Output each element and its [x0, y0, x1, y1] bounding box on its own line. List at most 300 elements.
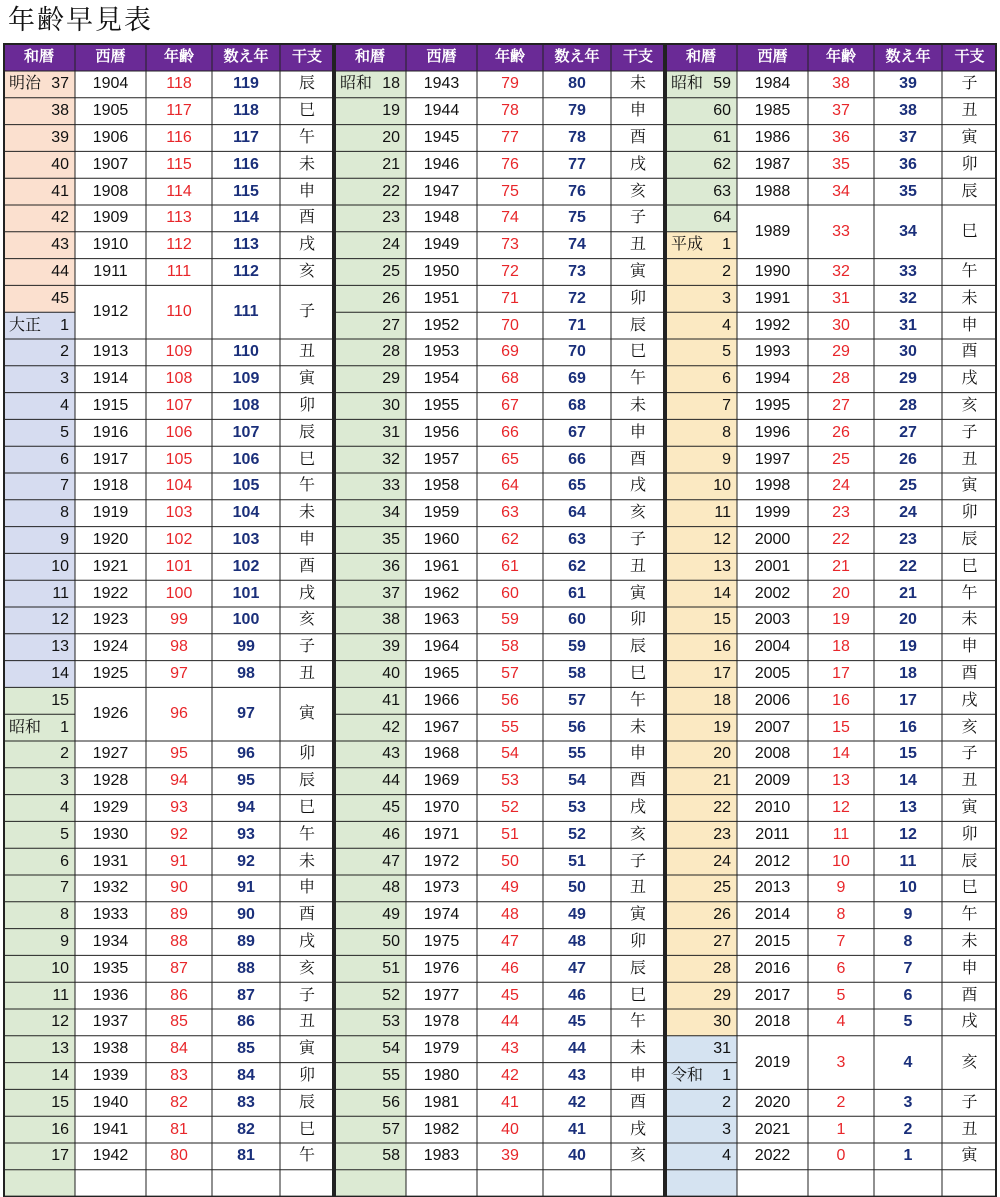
age-value: 37	[832, 102, 850, 120]
kazoe-value: 40	[568, 1147, 586, 1165]
age-value: 40	[501, 1120, 519, 1138]
age-value: 35	[832, 155, 850, 173]
seireki-year: 1964	[423, 638, 460, 656]
kazoe-value: 11	[899, 852, 917, 870]
seireki-year: 1967	[423, 718, 460, 736]
wareki-year: 1	[722, 1067, 731, 1084]
wareki-year: 14	[51, 665, 69, 682]
kazoe-value: 118	[233, 102, 259, 120]
seireki-year: 2013	[754, 879, 791, 897]
kazoe-value: 114	[233, 209, 259, 227]
kazoe-value: 55	[568, 745, 586, 763]
wareki-year: 14	[713, 584, 731, 602]
seireki-year: 1936	[92, 986, 129, 1004]
age-value: 39	[501, 1147, 519, 1165]
eto-sign: 酉	[629, 450, 646, 468]
seireki-year: 1981	[423, 1093, 460, 1111]
age-value: 85	[170, 1013, 188, 1031]
wareki-year: 27	[382, 316, 400, 334]
eto-sign: 寅	[961, 129, 978, 146]
age-value: 84	[170, 1040, 188, 1058]
kazoe-value: 92	[237, 852, 255, 870]
seireki-year: 1916	[92, 423, 129, 441]
wareki-year: 54	[382, 1040, 400, 1058]
seireki-year: 1957	[423, 450, 460, 468]
kazoe-value: 79	[568, 102, 586, 120]
seireki-year: 1921	[92, 557, 129, 575]
wareki-year: 13	[51, 1040, 69, 1058]
age-value: 98	[170, 638, 188, 656]
seireki-year: 1929	[92, 799, 129, 816]
eto-sign: 子	[629, 852, 646, 870]
age-value: 105	[165, 450, 193, 468]
eto-sign: 辰	[629, 638, 646, 656]
seireki-year: 2010	[754, 799, 791, 816]
seireki-year: 1992	[754, 316, 791, 334]
wareki-year: 48	[382, 879, 400, 897]
age-value: 7	[836, 933, 846, 950]
seireki-year: 1922	[92, 584, 129, 602]
wareki-year: 42	[51, 209, 69, 227]
kazoe-value: 27	[899, 423, 917, 441]
wareki-year: 45	[382, 799, 400, 816]
seireki-year: 1998	[754, 477, 791, 495]
eto-sign: 未	[629, 718, 646, 736]
age-value: 36	[832, 129, 850, 146]
kazoe-value: 71	[568, 316, 586, 334]
wareki-year: 25	[382, 263, 400, 280]
seireki-year: 1930	[92, 825, 129, 843]
age-value: 110	[166, 303, 192, 321]
eto-sign: 子	[961, 423, 978, 441]
age-value: 115	[166, 155, 192, 173]
wareki-year: 58	[382, 1147, 400, 1165]
eto-sign: 亥	[298, 611, 315, 629]
kazoe-value: 86	[237, 1013, 255, 1031]
wareki-year: 4	[60, 799, 69, 816]
kazoe-value: 110	[233, 343, 259, 361]
age-value: 28	[832, 370, 850, 388]
header-age: 年齢	[163, 48, 194, 65]
wareki-year: 51	[382, 959, 400, 977]
age-value: 59	[501, 611, 519, 629]
wareki-year: 11	[714, 504, 731, 522]
age-value: 50	[501, 852, 519, 870]
age-value: 89	[170, 906, 188, 924]
kazoe-value: 29	[899, 370, 917, 388]
kazoe-value: 95	[237, 772, 255, 790]
kazoe-value: 84	[237, 1067, 255, 1084]
seireki-year: 1975	[423, 933, 460, 950]
kazoe-value: 66	[568, 450, 586, 468]
seireki-year: 1931	[92, 852, 129, 870]
wareki-year: 12	[51, 1013, 69, 1031]
kazoe-value: 108	[232, 397, 260, 414]
header-seireki: 西暦	[426, 48, 457, 65]
eto-sign: 戌	[298, 236, 315, 254]
wareki-year: 22	[713, 799, 731, 816]
age-value: 101	[165, 557, 193, 575]
eto-sign: 巳	[298, 1120, 315, 1138]
kazoe-value: 1	[903, 1147, 913, 1165]
wareki-year: 38	[382, 611, 400, 629]
wareki-year: 12	[51, 611, 69, 629]
seireki-year: 1951	[423, 289, 460, 307]
seireki-year: 1949	[423, 236, 460, 254]
age-value: 6	[836, 959, 846, 977]
wareki-year: 8	[722, 423, 731, 441]
age-value: 75	[501, 182, 519, 200]
header-eto: 干支	[954, 48, 985, 65]
kazoe-value: 41	[568, 1120, 586, 1138]
seireki-year: 1942	[92, 1147, 129, 1165]
eto-sign: 戌	[629, 1120, 646, 1138]
kazoe-value: 69	[568, 370, 586, 388]
kazoe-value: 37	[899, 129, 917, 146]
age-value: 49	[501, 879, 519, 897]
era-name: 昭和	[9, 718, 42, 736]
age-value: 102	[165, 531, 193, 548]
kazoe-value: 61	[568, 584, 586, 602]
eto-sign: 申	[961, 638, 978, 656]
seireki-year: 1955	[423, 397, 460, 414]
eto-sign: 巳	[961, 879, 978, 897]
eto-sign: 亥	[629, 825, 646, 843]
wareki-year: 50	[382, 933, 400, 950]
seireki-year: 2007	[754, 718, 791, 736]
seireki-year: 1953	[423, 343, 460, 361]
age-value: 9	[836, 879, 846, 897]
wareki-year: 1	[60, 316, 69, 334]
eto-sign: 子	[961, 75, 978, 93]
kazoe-value: 50	[568, 879, 586, 897]
age-value: 86	[170, 986, 188, 1004]
kazoe-value: 116	[233, 155, 259, 173]
eto-sign: 寅	[961, 477, 978, 495]
age-value: 25	[832, 450, 850, 468]
seireki-year: 2015	[754, 933, 791, 950]
seireki-year: 1948	[423, 209, 460, 227]
wareki-year: 53	[382, 1013, 400, 1031]
age-value: 29	[832, 343, 850, 361]
wareki-year: 31	[382, 423, 400, 441]
kazoe-value: 26	[899, 450, 917, 468]
eto-sign: 申	[298, 531, 315, 548]
era-name: 昭和	[671, 75, 704, 93]
seireki-year: 2005	[754, 665, 791, 682]
kazoe-value: 62	[568, 557, 586, 575]
wareki-year: 1	[722, 236, 731, 254]
kazoe-value: 53	[568, 799, 586, 816]
age-value: 107	[165, 397, 193, 414]
age-value: 88	[170, 933, 188, 950]
eto-sign: 未	[629, 1040, 646, 1058]
eto-sign: 子	[298, 303, 315, 321]
eto-sign: 巳	[298, 102, 315, 120]
eto-sign: 午	[961, 584, 978, 602]
wareki-year: 5	[60, 423, 69, 441]
eto-sign: 子	[629, 209, 646, 227]
eto-sign: 酉	[298, 906, 315, 924]
wareki-year: 11	[52, 986, 69, 1004]
kazoe-value: 7	[903, 959, 913, 977]
eto-sign: 酉	[298, 557, 315, 575]
eto-sign: 未	[298, 852, 315, 870]
seireki-year: 1928	[92, 772, 129, 790]
eto-sign: 戌	[629, 799, 646, 816]
kazoe-value: 34	[899, 222, 917, 240]
kazoe-value: 88	[237, 959, 255, 977]
wareki-year: 59	[713, 75, 731, 93]
wareki-year: 40	[51, 155, 69, 173]
wareki-year: 16	[713, 638, 731, 656]
eto-sign: 戌	[629, 477, 646, 495]
wareki-year: 3	[60, 370, 69, 388]
seireki-year: 2004	[754, 638, 791, 656]
eto-sign: 巳	[629, 986, 646, 1004]
eto-sign: 申	[961, 959, 978, 977]
kazoe-value: 107	[232, 423, 260, 441]
wareki-year: 38	[51, 102, 69, 120]
kazoe-value: 4	[903, 1053, 913, 1071]
kazoe-value: 104	[232, 504, 260, 522]
age-value: 69	[501, 343, 519, 361]
wareki-year: 45	[51, 289, 69, 307]
seireki-year: 2016	[754, 959, 791, 977]
wareki-year: 9	[60, 933, 69, 950]
kazoe-value: 76	[568, 182, 586, 200]
wareki-year: 5	[722, 343, 731, 361]
age-value: 66	[501, 423, 519, 441]
seireki-year: 1911	[93, 263, 128, 280]
seireki-year: 1988	[754, 182, 791, 200]
kazoe-value: 68	[568, 397, 586, 414]
header-age: 年齢	[825, 48, 856, 65]
age-value: 95	[170, 745, 188, 763]
seireki-year: 1940	[92, 1093, 129, 1111]
wareki-year: 11	[52, 584, 69, 602]
wareki-year: 63	[713, 182, 731, 200]
eto-sign: 子	[629, 531, 646, 548]
wareki-year: 10	[51, 557, 69, 575]
kazoe-value: 46	[568, 986, 586, 1004]
kazoe-value: 35	[899, 182, 917, 200]
eto-sign: 酉	[961, 665, 978, 682]
seireki-year: 2006	[754, 691, 791, 709]
wareki-year: 17	[51, 1147, 69, 1165]
age-value: 57	[501, 665, 519, 682]
wareki-year: 60	[713, 102, 731, 120]
kazoe-value: 105	[232, 477, 260, 495]
wareki-year: 20	[382, 129, 400, 146]
kazoe-value: 17	[899, 691, 917, 709]
wareki-year: 20	[713, 745, 731, 763]
age-value: 47	[501, 933, 519, 950]
seireki-year: 1978	[423, 1013, 460, 1031]
kazoe-value: 58	[568, 665, 586, 682]
kazoe-value: 63	[568, 531, 586, 548]
seireki-year: 1966	[423, 691, 460, 709]
eto-sign: 寅	[961, 1147, 978, 1165]
seireki-year: 2014	[754, 906, 791, 924]
age-value: 113	[166, 209, 192, 227]
age-value: 78	[501, 102, 519, 120]
kazoe-value: 31	[899, 316, 917, 334]
kazoe-value: 83	[237, 1093, 255, 1111]
eto-sign: 卯	[629, 289, 646, 307]
age-value: 31	[832, 289, 850, 307]
eto-sign: 寅	[629, 906, 646, 924]
header-eto: 干支	[291, 48, 322, 65]
kazoe-value: 82	[237, 1120, 255, 1138]
wareki-year: 28	[713, 959, 731, 977]
kazoe-value: 97	[237, 705, 255, 723]
seireki-year: 1906	[92, 129, 129, 146]
kazoe-value: 5	[903, 1013, 913, 1031]
eto-sign: 未	[961, 933, 978, 950]
seireki-year: 1918	[92, 477, 129, 495]
age-value: 97	[170, 665, 188, 682]
seireki-year: 1959	[423, 504, 460, 522]
age-value: 94	[170, 772, 188, 790]
wareki-year: 9	[722, 450, 731, 468]
era-name: 平成	[671, 236, 704, 254]
seireki-year: 1935	[92, 959, 129, 977]
kazoe-value: 45	[568, 1013, 586, 1031]
seireki-year: 1969	[423, 772, 460, 790]
seireki-year: 1970	[423, 799, 460, 816]
wareki-year: 10	[51, 959, 69, 977]
age-value: 108	[165, 370, 193, 388]
eto-sign: 戌	[629, 155, 646, 173]
age-value: 100	[165, 584, 193, 602]
seireki-year: 2003	[754, 611, 791, 629]
kazoe-value: 113	[233, 236, 259, 254]
wareki-year: 40	[382, 665, 400, 682]
kazoe-value: 119	[233, 75, 259, 93]
eto-sign: 卯	[961, 504, 978, 522]
kazoe-value: 80	[568, 75, 586, 93]
wareki-year: 18	[382, 75, 400, 93]
eto-sign: 申	[298, 879, 315, 897]
wareki-year: 4	[60, 397, 69, 414]
age-value: 46	[501, 959, 519, 977]
wareki-year: 30	[713, 1013, 731, 1031]
eto-sign: 寅	[961, 799, 978, 816]
kazoe-value: 81	[237, 1147, 255, 1165]
kazoe-value: 109	[232, 370, 260, 388]
wareki-year: 33	[382, 477, 400, 495]
age-value: 55	[501, 718, 519, 736]
wareki-year: 1	[60, 718, 69, 736]
age-value: 43	[501, 1040, 519, 1058]
wareki-year: 57	[382, 1120, 400, 1138]
age-value: 21	[832, 557, 850, 575]
age-table	[3, 43, 997, 1171]
seireki-year: 1932	[92, 879, 129, 897]
wareki-year: 18	[713, 691, 731, 709]
age-value: 1	[836, 1120, 846, 1138]
kazoe-value: 18	[899, 665, 917, 682]
age-value: 99	[170, 611, 188, 629]
kazoe-value: 93	[237, 825, 255, 843]
kazoe-value: 112	[233, 263, 259, 280]
age-value: 64	[501, 477, 519, 495]
kazoe-value: 54	[568, 772, 586, 790]
wareki-year: 6	[60, 852, 69, 870]
age-value: 11	[832, 825, 850, 843]
age-value: 33	[832, 222, 850, 240]
age-value: 58	[501, 638, 519, 656]
kazoe-value: 117	[233, 129, 259, 146]
age-value: 42	[501, 1067, 519, 1084]
eto-sign: 辰	[298, 772, 315, 790]
kazoe-value: 44	[568, 1040, 586, 1058]
kazoe-value: 39	[899, 75, 917, 93]
seireki-year: 1962	[423, 584, 460, 602]
header-wareki: 和暦	[23, 48, 54, 65]
seireki-year: 2008	[754, 745, 791, 763]
kazoe-value: 28	[899, 397, 917, 414]
eto-sign: 丑	[629, 879, 646, 897]
wareki-year: 29	[382, 370, 400, 388]
wareki-year: 14	[51, 1067, 69, 1084]
wareki-year: 15	[51, 1093, 69, 1111]
wareki-year: 49	[382, 906, 400, 924]
wareki-year: 22	[382, 182, 400, 200]
kazoe-value: 25	[899, 477, 917, 495]
wareki-year: 9	[60, 531, 69, 548]
kazoe-value: 47	[568, 959, 586, 977]
eto-sign: 午	[629, 1013, 646, 1031]
age-value: 27	[832, 397, 850, 414]
seireki-year: 2002	[754, 584, 791, 602]
seireki-year: 1934	[92, 933, 129, 950]
seireki-year: 1943	[423, 75, 460, 93]
eto-sign: 丑	[629, 236, 646, 254]
page-title: 年齢早見表	[8, 5, 153, 36]
seireki-year: 1913	[92, 343, 129, 361]
kazoe-value: 98	[237, 665, 255, 682]
kazoe-value: 106	[232, 450, 260, 468]
seireki-year: 2022	[754, 1147, 791, 1165]
seireki-year: 1990	[754, 263, 791, 280]
eto-sign: 卯	[961, 155, 978, 173]
age-value: 16	[832, 691, 850, 709]
eto-sign: 丑	[961, 450, 978, 468]
kazoe-value: 77	[568, 155, 586, 173]
eto-sign: 申	[629, 102, 646, 120]
eto-sign: 未	[298, 155, 315, 173]
wareki-year: 35	[382, 531, 400, 548]
seireki-year: 2020	[754, 1093, 791, 1111]
age-value: 103	[165, 504, 193, 522]
wareki-year: 15	[51, 691, 69, 709]
table-section-1	[3, 43, 334, 1171]
eto-sign: 亥	[629, 504, 646, 522]
header-wareki: 和暦	[685, 48, 716, 65]
eto-sign: 午	[298, 825, 315, 843]
eto-sign: 未	[961, 289, 978, 307]
age-value: 56	[501, 691, 519, 709]
kazoe-value: 90	[237, 906, 255, 924]
eto-sign: 寅	[298, 370, 315, 388]
age-value: 116	[166, 129, 192, 146]
seireki-year: 1976	[423, 959, 460, 977]
header-seireki: 西暦	[95, 48, 126, 65]
kazoe-value: 89	[237, 933, 255, 950]
seireki-year: 1958	[423, 477, 460, 495]
